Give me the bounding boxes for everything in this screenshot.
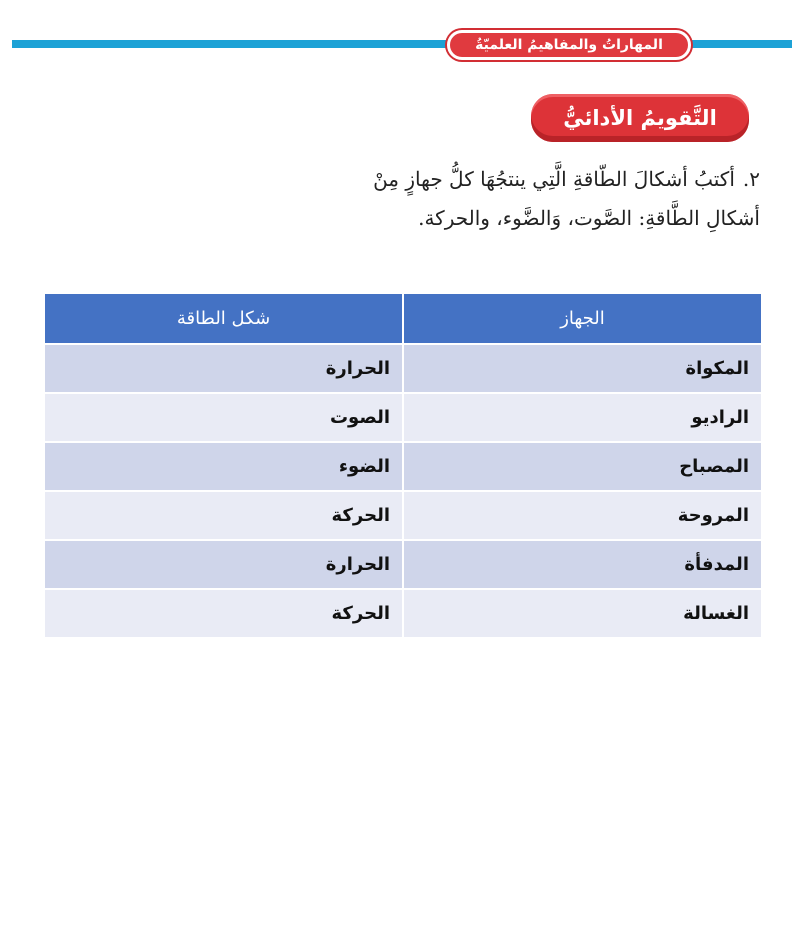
energy-cell: الحركة	[44, 589, 403, 638]
device-cell: الراديو	[403, 393, 762, 442]
table-row	[44, 393, 762, 442]
device-cell: المدفأة	[403, 540, 762, 589]
table-row	[44, 491, 762, 540]
energy-cell: الحركة	[44, 491, 403, 540]
device-cell: المروحة	[403, 491, 762, 540]
device-cell: المصباح	[403, 442, 762, 491]
table-row	[44, 442, 762, 491]
table-row	[44, 589, 762, 638]
header-device: الجهاز	[403, 293, 762, 344]
energy-table	[43, 292, 763, 639]
energy-cell: الضوء	[44, 442, 403, 491]
section-title-banner	[531, 94, 749, 142]
section-title: التَّقويمُ الأدائيُّ	[563, 106, 717, 130]
question-text: أكتبُ أشكالَ الطّاقةِ الَّتِي ينتجُهَا كلُّ جهازٍ مِنْ أشكالِ الطَّاقةِ: الصَّوت، وَالضَّوء، والحركة.	[373, 167, 760, 230]
table-row	[44, 540, 762, 589]
energy-cell: الحرارة	[44, 344, 403, 393]
table-row	[44, 344, 762, 393]
device-cell: الغسالة	[403, 589, 762, 638]
chapter-title-banner	[447, 30, 691, 60]
header-energy-form: شكل الطاقة	[44, 293, 403, 344]
chapter-title: المهاراتُ والمفاهيمُ العلميّةُ	[475, 37, 663, 53]
device-cell: المكواة	[403, 344, 762, 393]
question-block	[340, 160, 760, 238]
energy-cell: الصوت	[44, 393, 403, 442]
table-header-row	[44, 293, 762, 344]
question-number: ٢.	[742, 167, 760, 191]
energy-cell: الحرارة	[44, 540, 403, 589]
